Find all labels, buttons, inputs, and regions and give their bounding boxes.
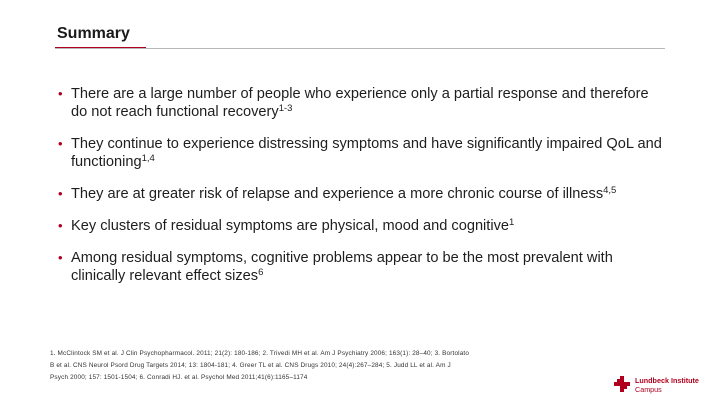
logo-subtitle: Campus: [635, 385, 662, 394]
bullet-text: They continue to experience distressing symptoms and have significantly impaired QoL and functioning: [71, 136, 662, 170]
citation-superscript: 1: [509, 217, 515, 228]
bullet-text: Among residual symptoms, cognitive problems appear to be the most prevalent with clinically relevant effect sizes: [71, 250, 613, 284]
bullet-item: [56, 249, 666, 285]
title-accent-underline: [55, 47, 146, 48]
citation-superscript: 4,5: [603, 185, 617, 196]
bullet-item: [56, 85, 666, 121]
slide-title: Summary: [57, 25, 130, 42]
bullet-icon: •: [58, 86, 63, 101]
bullet-item: [56, 135, 666, 171]
bullet-text: There are a large number of people who experience only a partial response and therefore do not reach functional recovery: [71, 86, 649, 120]
citation-superscript: 6: [258, 267, 264, 278]
bullet-icon: •: [58, 186, 63, 201]
logo-name: Lundbeck Institute: [635, 376, 699, 385]
lundbeck-logo: [612, 374, 712, 396]
lundbeck-logo-icon: [612, 374, 632, 394]
citation-superscript: 1,4: [141, 153, 155, 164]
bullet-item: [56, 185, 666, 203]
bullet-icon: •: [58, 218, 63, 233]
bullet-item: [56, 217, 666, 235]
bullet-icon: •: [58, 136, 63, 151]
title-divider: [55, 48, 665, 49]
references-footnote: 1. McClintock SM et al. J Clin Psychopharmacol. 2011; 21(2): 180-186; 2. Trivedi MH et al. Am J Psychiatry 2006; 163(1): 28–40; 3. Bortolato B et al. CNS Neurol Psord Drug Targets 2014; 13: 1804-181; 4. Greer TL et al. CNS Drugs 2010; 24(4):267–284; 5. Judd LL et al. Am J Psych 2000; 157: 1501-1504; 6. Conradi HJ. et al. Psychol Med 2011;41(6):1165–1174: [50, 350, 470, 381]
bullet-icon: •: [58, 250, 63, 265]
citation-superscript: 1-3: [278, 103, 293, 114]
bullet-list: [56, 85, 666, 299]
bullet-text: Key clusters of residual symptoms are physical, mood and cognitive: [71, 218, 510, 234]
bullet-text: They are at greater risk of relapse and experience a more chronic course of illness: [71, 186, 604, 202]
